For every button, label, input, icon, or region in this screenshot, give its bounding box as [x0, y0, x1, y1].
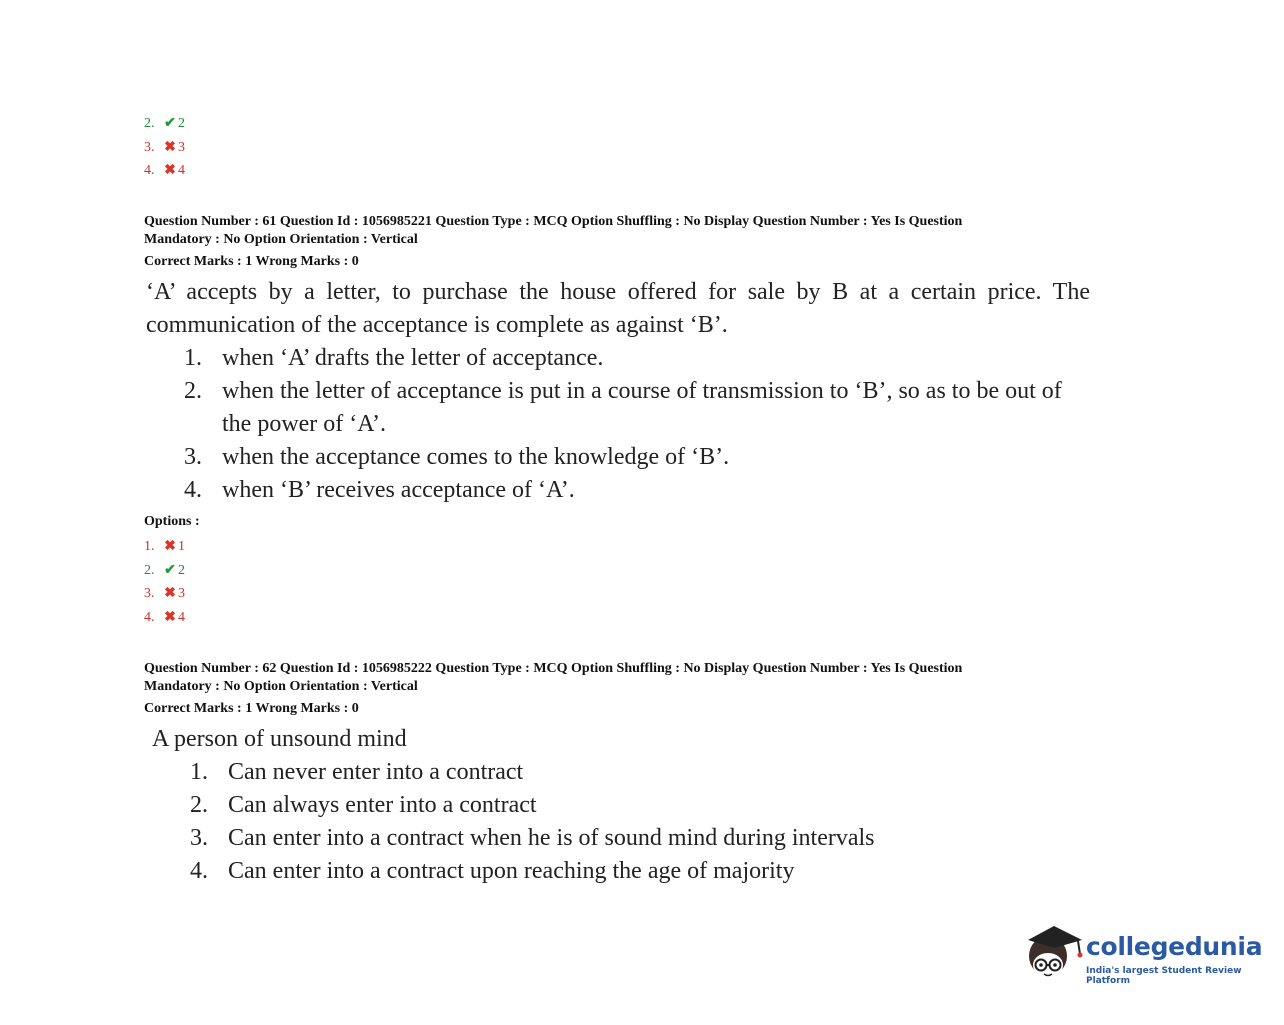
option-number: 2. — [144, 116, 155, 131]
option-number: 3. — [144, 586, 155, 601]
cross-icon: ✖ — [164, 163, 176, 178]
option-row — [144, 112, 185, 136]
logo-wordmark: collegedunia — [1086, 932, 1263, 961]
check-icon: ✔ — [164, 116, 176, 131]
q61-meta-line1: Question Number : 61 Question Id : 1056985221 Question Type : MCQ Option Shuffling : No Display Question Number : Yes Is Question — [144, 214, 963, 229]
choice-item — [190, 756, 1052, 789]
logo-tagline: India's largest Student Review Platform — [1086, 966, 1242, 986]
choice-text: Can always enter into a contract — [228, 792, 537, 818]
choice-item — [184, 441, 1090, 474]
cross-icon: ✖ — [164, 139, 176, 155]
mascot-icon — [1024, 918, 1086, 990]
choice-item — [190, 855, 1052, 888]
cross-icon: ✖ — [164, 586, 176, 601]
option-number: 4. — [144, 163, 155, 178]
option-row — [144, 606, 185, 630]
choice-text: when ‘B’ receives acceptance of ‘A’. — [222, 477, 575, 503]
collegedunia-logo[interactable] — [1024, 918, 1264, 990]
q62-meta-line1: Question Number : 62 Question Id : 1056985222 Question Type : MCQ Option Shuffling : No Display Question Number : Yes Is Question — [144, 661, 963, 676]
prev-question-options — [144, 112, 185, 183]
option-value: 4 — [178, 609, 185, 625]
choice-text: when the acceptance comes to the knowledge of ‘B’. — [222, 444, 730, 470]
q61-stem: ‘A’ accepts by a letter, to purchase the house offered for sale by B at a certain price. The communication of the acceptance is complete as against ‘B’. — [146, 279, 1090, 338]
choice-text: Can enter into a contract upon reaching the age of majority — [228, 858, 795, 884]
choice-number: 1. — [190, 759, 208, 785]
cross-icon: ✖ — [164, 539, 176, 554]
choice-number: 4. — [190, 858, 208, 884]
option-value: 4 — [178, 163, 185, 178]
option-value: 3 — [178, 139, 185, 155]
option-number: 4. — [144, 609, 155, 625]
option-value: 2 — [178, 116, 185, 131]
q62-choices — [152, 756, 1052, 888]
choice-number: 2. — [184, 378, 202, 404]
option-value: 3 — [178, 586, 185, 601]
choice-number: 3. — [190, 825, 208, 851]
choice-text: Can never enter into a contract — [228, 759, 524, 785]
choice-item — [184, 474, 1090, 507]
option-row — [144, 582, 185, 606]
q62-stem: A person of unsound mind — [152, 726, 407, 752]
q61-choices — [146, 342, 1090, 507]
option-row — [144, 136, 185, 160]
options-label: Options : — [144, 514, 200, 529]
choice-number: 3. — [184, 444, 202, 470]
option-row — [144, 559, 185, 583]
option-value: 2 — [178, 562, 185, 578]
option-row — [144, 159, 185, 183]
choice-item — [190, 822, 1052, 855]
option-number: 2. — [144, 562, 155, 578]
choice-number: 2. — [190, 792, 208, 818]
option-row — [144, 535, 185, 559]
q61-question — [146, 276, 1090, 507]
choice-item — [184, 375, 1090, 441]
q61-options — [144, 535, 185, 629]
option-number: 1. — [144, 539, 155, 554]
choice-text: Can enter into a contract when he is of sound mind during intervals — [228, 825, 875, 851]
choice-number: 1. — [184, 345, 202, 371]
option-value: 1 — [178, 539, 185, 554]
q62-question — [152, 723, 1052, 888]
option-number: 3. — [144, 139, 155, 155]
q61-marks: Correct Marks : 1 Wrong Marks : 0 — [144, 254, 359, 269]
q62-meta-line2: Mandatory : No Option Orientation : Vertical — [144, 679, 418, 694]
choice-item — [184, 342, 1090, 375]
choice-item — [190, 789, 1052, 822]
choice-text: when ‘A’ drafts the letter of acceptance. — [222, 345, 604, 371]
q61-meta — [144, 213, 1104, 271]
q62-meta — [144, 660, 1104, 718]
choice-text: when the letter of acceptance is put in a course of transmission to ‘B’, so as to be out of the power of ‘A’. — [222, 378, 1062, 437]
cross-icon: ✖ — [164, 609, 176, 625]
choice-number: 4. — [184, 477, 202, 503]
q61-meta-line2: Mandatory : No Option Orientation : Vertical — [144, 232, 418, 247]
check-icon: ✔ — [164, 562, 176, 578]
q62-marks: Correct Marks : 1 Wrong Marks : 0 — [144, 701, 359, 716]
